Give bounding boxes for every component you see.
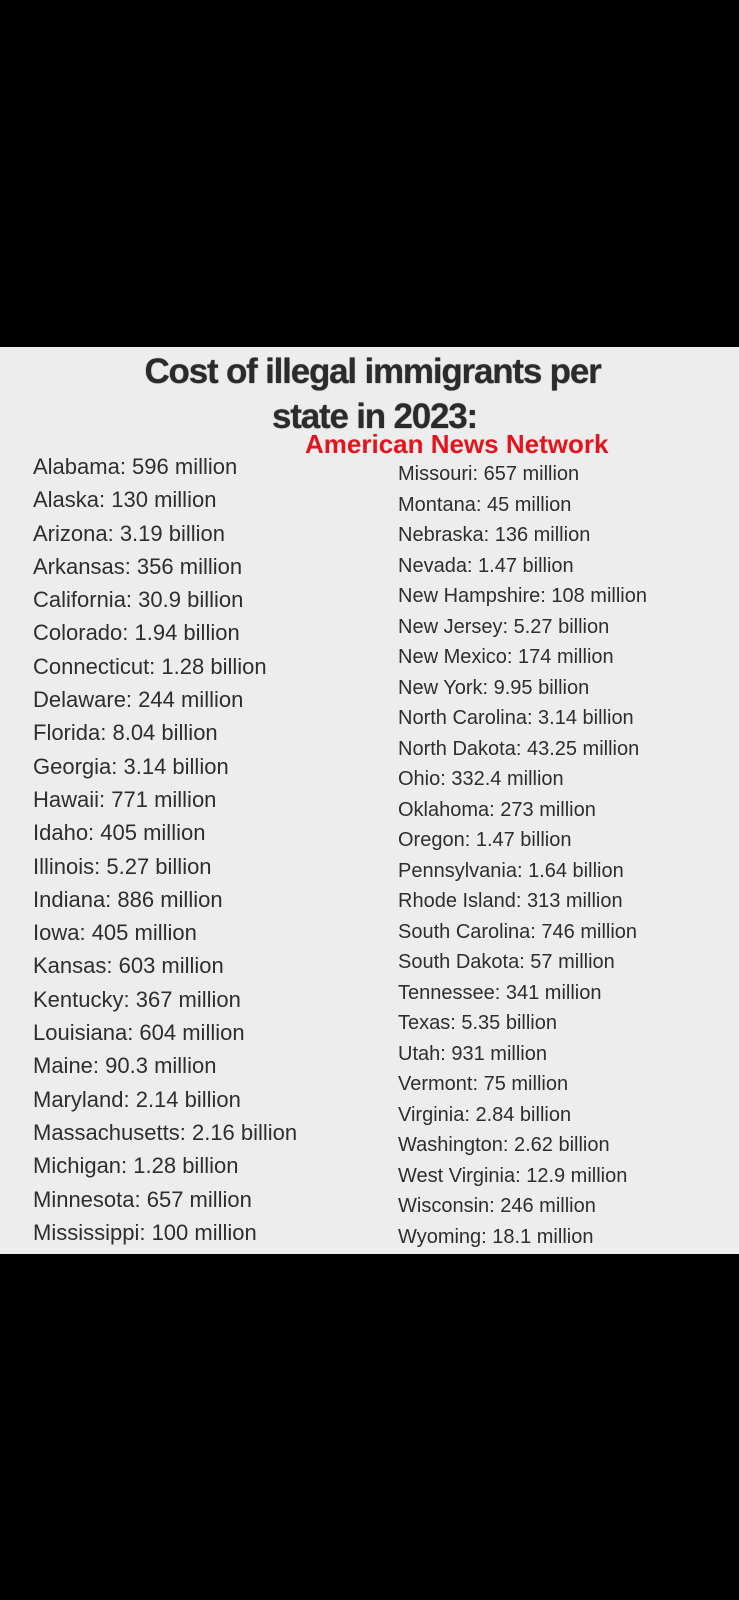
list-item: New Mexico: 174 million [398,646,614,668]
title-line-1: Cost of illegal immigrants per [144,352,601,391]
list-item: Texas: 5.35 billion [398,1012,557,1034]
list-item: Oklahoma: 273 million [398,798,596,821]
page-title [0,349,739,439]
list-item: California: 30.9 billion [33,587,244,613]
list-item: Connecticut: 1.28 billion [33,653,267,679]
list-item: North Carolina: 3.14 billion [398,707,634,729]
list-item: Georgia: 3.14 billion [33,753,229,779]
list-item: Hawaii: 771 million [33,786,217,812]
title-line-2: state in 2023: [272,397,477,436]
list-item: Florida: 8.04 billion [33,720,218,746]
list-item: Tennessee: 341 million [398,981,602,1004]
list-item: Virginia: 2.84 billion [398,1103,572,1126]
list-item: Iowa: 405 million [33,920,197,946]
list-item: Kansas: 603 million [33,953,224,979]
list-item: New Jersey: 5.27 billion [398,615,610,638]
list-item: Minnesota: 657 million [33,1186,252,1212]
list-item: Utah: 931 million [398,1042,547,1065]
list-item: Vermont: 75 million [398,1073,569,1095]
right-state-list [398,459,647,1252]
list-item: West Virginia: 12.9 million [398,1164,628,1187]
list-item: South Carolina: 746 million [398,920,638,943]
list-item: Wisconsin: 246 million [398,1195,596,1217]
list-item: Ohio: 332.4 million [398,768,564,790]
list-item: Kentucky: 367 million [33,986,241,1012]
list-item: Maine: 90.3 million [33,1053,217,1079]
list-item: Montana: 45 million [398,493,572,516]
list-item: Nevada: 1.47 billion [398,554,574,577]
list-item: Massachusetts: 2.16 billion [33,1119,298,1145]
list-item: Oregon: 1.47 billion [398,829,572,851]
shared-image [0,347,739,1254]
list-item: Louisiana: 604 million [33,1020,245,1046]
list-item: Washington: 2.62 billion [398,1134,610,1156]
list-item: Indiana: 886 million [33,886,223,912]
list-item: Illinois: 5.27 billion [33,853,212,879]
list-item: Maryland: 2.14 billion [33,1086,241,1112]
list-item: Pennsylvania: 1.64 billion [398,859,624,882]
list-item: Arkansas: 356 million [33,553,243,579]
list-item: Idaho: 405 million [33,820,206,846]
list-item: North Dakota: 43.25 million [398,737,640,760]
list-item: Alaska: 130 million [33,487,217,513]
list-item: Colorado: 1.94 billion [33,620,240,646]
source-watermark: American News Network [305,429,609,459]
list-item: New York: 9.95 billion [398,676,590,699]
list-item: Rhode Island: 313 million [398,890,623,912]
list-item: Wyoming: 18.1 million [398,1225,594,1248]
list-item: Nebraska: 136 million [398,524,591,546]
list-item: Arizona: 3.19 billion [33,520,226,546]
list-item: Mississippi: 100 million [33,1219,257,1245]
list-item: Delaware: 244 million [33,687,244,713]
list-item: Michigan: 1.28 billion [33,1153,239,1179]
list-item: Missouri: 657 million [398,463,580,485]
left-state-list [33,450,297,1249]
list-item: Alabama: 596 million [33,454,238,479]
list-item: New Hampshire: 108 million [398,585,647,607]
list-item: South Dakota: 57 million [398,951,615,973]
